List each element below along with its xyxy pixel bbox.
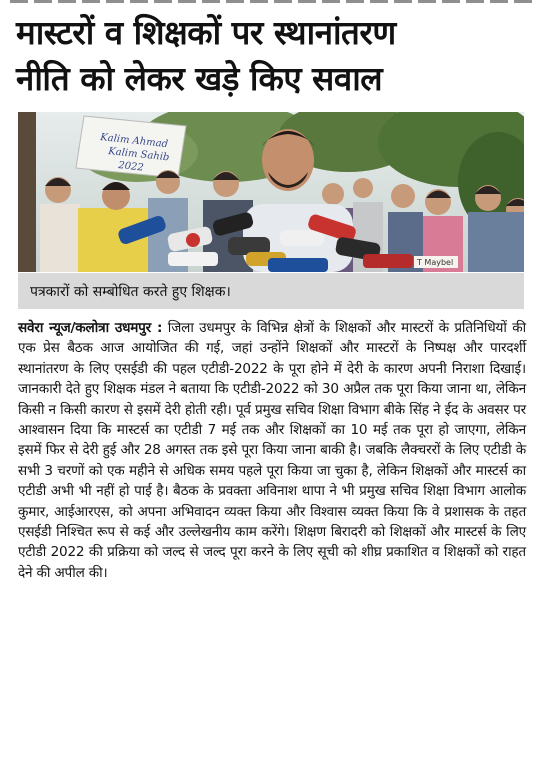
photo-caption: [18, 273, 524, 309]
svg-text:Kalim Sahib: Kalim Sahib: [107, 146, 170, 164]
article-text: जिला उधमपुर के विभिन्न क्षेत्रों के शिक्षकों और मास्टरों के प्रतिनिधियों की एक प्रेस बैठक आज आयोजित की गई, जहां उन्होंने शिक्षकों और मास्टरों के निष्पक्ष और पारदर्शी स्थानांतरण के लिए एसईडी की पहल एटीडी-2022 के पूरा होने में देरी के कारण अपनी निराशा दिखाई। जानकारी देते हुए शिक्षक मंडल ने बताया कि एटीडी-2022 को 30 अप्रैल तक पूरा किया जाना था, लेकिन किसी न किसी कारण से इसमें देरी होती रही। पूर्व प्रमुख सचिव शिक्षा विभाग बीके सिंह ने ईद के अवसर पर आश्वासन दिया कि मास्टर्स का एटीडी 7 मई तक और शिक्षकों का 10 मई तक पूरा हो जाएगा, लेकिन इसमें फिर से देरी हुई और 28 अगस्त तक इसे पूरा किया जाना बाकी है। जबकि लैक्चररों के लिए एटीडी के सभी 3 चरणों को एक महीने से अधिक समय पहले पूरा किया जा चुका है, लेकिन शिक्षकों और मास्टर्स का एटीडी अभी भी नहीं हो पाई है। बैठक के प्रवक्ता अविनाश थापा ने भी प्रमुख सचिव शिक्षा विभाग आलोक कुमार, आईआरएस, को अपना अभिवादन व्यक्त किया और विश्वास व्यक्त किया कि वे प्रशासक के तहत एसईडी निश्चित रूप से कई और उल्लेखनीय काम करेंगे। शिक्षण बिरादरी को शिक्षकों और मास्टर्स के लिए एटीडी 2022 की प्रक्रिया को जल्द से जल्द पूरा करने के लिए सूची को शीघ्र प्रकाशित व शिक्षकों को राहत देने की अपील की।: [18, 320, 527, 581]
dateline: सवेरा न्यूज/कलोत्रा उधमपुर :: [18, 320, 163, 336]
news-photo: [18, 112, 524, 272]
clipped-previous-text: [10, 0, 532, 6]
caption-text: पत्रकारों को सम्बोधित करते हुए शिक्षक।: [30, 283, 231, 300]
svg-text:Kalim Ahmad: Kalim Ahmad: [99, 132, 169, 151]
headline-line-2: नीति को लेकर खड़े किए सवाल: [16, 59, 383, 98]
headline-line-1: मास्टरों व शिक्षकों पर स्थानांतरण: [16, 13, 396, 52]
headline: [16, 10, 528, 102]
svg-text:T Maybel: T Maybel: [417, 258, 454, 267]
svg-text:2022: 2022: [117, 160, 145, 174]
article-body: [18, 318, 526, 583]
protest-placard: [76, 116, 186, 178]
name-tag: [414, 256, 458, 268]
